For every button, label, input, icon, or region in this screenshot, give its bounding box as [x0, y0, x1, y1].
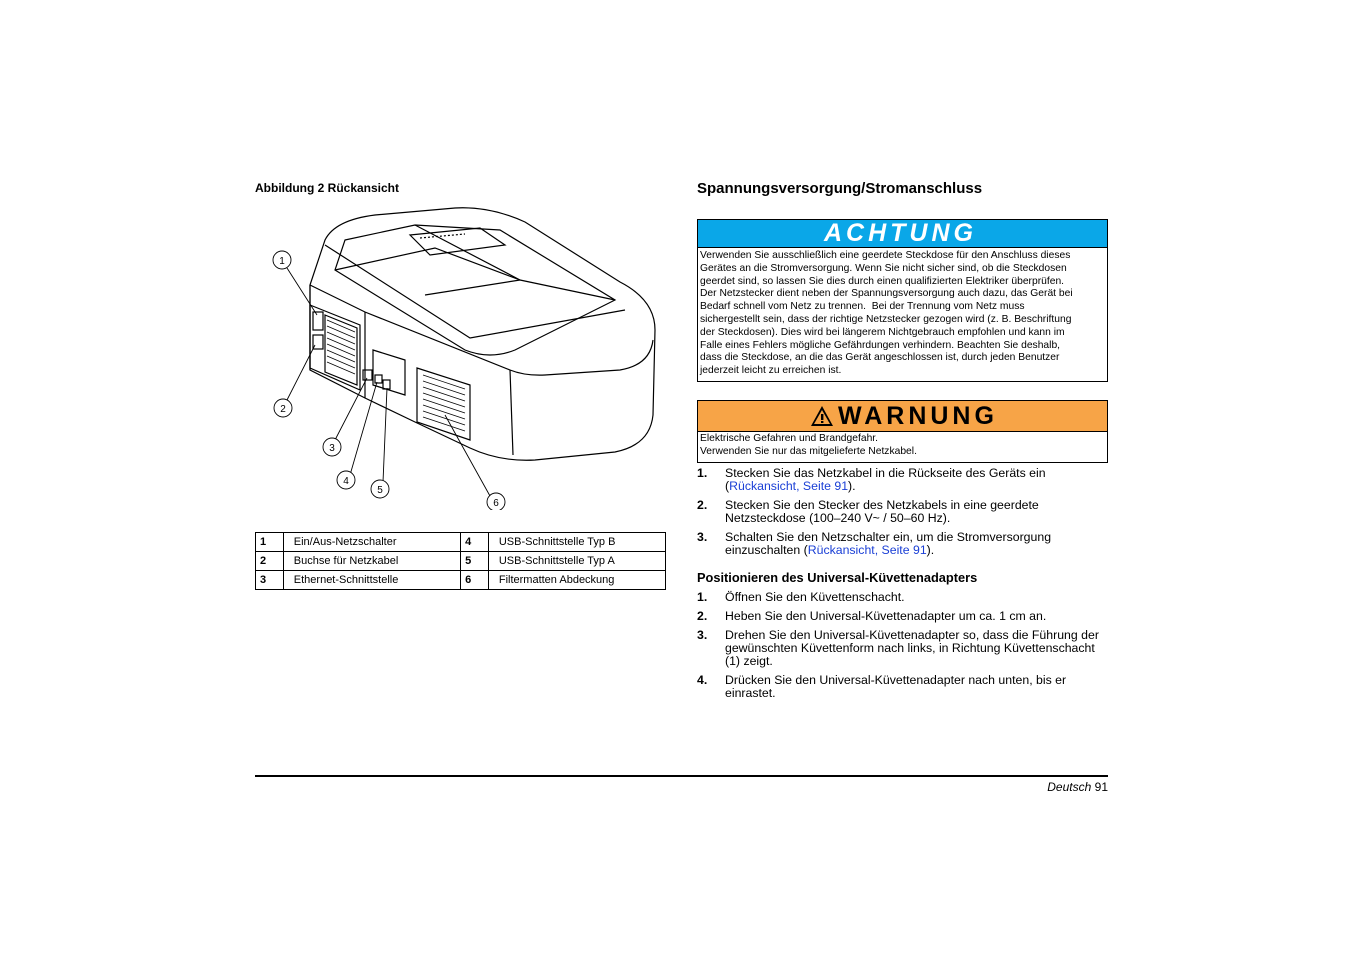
step-text: Öffnen Sie den Küvettenschacht. [725, 590, 905, 604]
warning-text [698, 432, 1107, 462]
caution-line: der Steckdosen). Dies wird bei längerem Nichtgebrauch empfohlen und kann im [700, 326, 1065, 338]
subsection-title: Positionieren des Universal-Küvettenadapters [697, 570, 978, 585]
list-item [697, 531, 1108, 557]
section-title: Spannungsversorgung/Stromanschluss [697, 180, 983, 197]
caution-line: Verwenden Sie ausschließlich eine geerdete Steckdose für den Anschluss dieses [700, 250, 1071, 261]
filter-cover [417, 368, 470, 440]
caution-line: Gerätes an die Stromversorgung. Wenn Sie nicht sicher sind, ob die Steckdosen [700, 262, 1067, 274]
step-number: 3. [697, 628, 708, 642]
link-rueckansicht[interactable]: Rückansicht, Seite 91 [729, 479, 849, 493]
callout-6-label: 6 [493, 498, 499, 509]
caution-line: sichergestellt sein, dass der richtige Netzstecker gezogen wird (z. B. Beschriftung [700, 313, 1072, 325]
step-text-part: ). [848, 479, 856, 493]
warning-box [697, 400, 1108, 463]
caution-line: Falle eines Fehlers mögliche Gefährdungen verhindern. Beachten Sie deshalb, [700, 339, 1061, 351]
warning-heading-bar [698, 401, 1107, 432]
usb-a-port [383, 380, 390, 389]
warning-triangle-icon [810, 405, 834, 427]
adapter-steps-list [697, 591, 1108, 706]
step-text: Drehen Sie den Universal-Küvettenadapter so, dass die Führung der gewünschten Küvettenform nach links, in Richtung Küvettenschacht (1) zeigt. [725, 628, 1099, 668]
step-text-part: Schalten Sie den Netzschalter ein, um die Stromversorgung einzuschalten ( [725, 530, 1052, 557]
device-lid [335, 225, 615, 355]
parts-legend-table [255, 532, 666, 590]
step-text-part: Stecken Sie das Netzkabel in die Rückseite des Geräts ein ( [725, 466, 1046, 493]
callout-4-label: 4 [343, 476, 349, 487]
table-cell: 2 [256, 552, 284, 571]
list-item [697, 674, 1108, 700]
step-text: Stecken Sie den Stecker des Netzkabels in eine geerdete Netzsteckdose (100–240 V~ / 50–60 Hz). [725, 498, 1039, 525]
footer-divider [255, 775, 1108, 777]
list-item [697, 610, 1108, 623]
table-row [256, 552, 666, 571]
list-item [697, 499, 1108, 525]
caution-line: jederzeit leicht zu erreichen ist. [700, 365, 842, 377]
warning-heading: WARNUNG [838, 401, 998, 430]
table-cell: USB-Schnittstelle Typ A [488, 552, 665, 571]
list-item [697, 591, 1108, 604]
footer-language: Deutsch [1047, 780, 1092, 794]
step-number: 1. [697, 466, 708, 480]
step-number: 2. [697, 609, 708, 623]
step-text-part: ). [926, 543, 935, 557]
caution-box [697, 219, 1108, 382]
list-item [697, 629, 1108, 668]
device-body [310, 208, 655, 460]
step-text: Heben Sie den Universal-Küvettenadapter um ca. 1 cm an. [725, 609, 1047, 623]
device-rear-view-illustration [265, 200, 665, 510]
step-text: Drücken Sie den Universal-Küvettenadapter nach unten, bis er einrastet. [725, 673, 1067, 700]
callout-1-label: 1 [279, 256, 285, 267]
table-cell: 4 [461, 533, 489, 552]
step-number: 2. [697, 498, 708, 512]
caution-text [698, 248, 1107, 381]
table-cell: USB-Schnittstelle Typ B [488, 533, 665, 552]
step-text [725, 531, 1108, 557]
caution-line: Der Netzstecker dient neben der Spannungsversorgung auch dazu, das Gerät bei [700, 288, 1073, 300]
table-row [256, 533, 666, 552]
callout-2-label: 2 [280, 404, 286, 415]
table-cell: Buchse für Netzkabel [283, 552, 460, 571]
callout-3-label: 3 [329, 443, 335, 454]
ethernet-port [363, 370, 372, 380]
table-cell: Filtermatten Abdeckung [488, 571, 665, 590]
caution-line: dass die Steckdose, an die das Gerät angeschlossen ist, durch jeden Benutzer [700, 352, 1060, 364]
caution-heading: ACHTUNG [698, 220, 1107, 248]
link-rueckansicht[interactable]: Rückansicht, Seite 91 [807, 543, 927, 557]
warning-line: Elektrische Gefahren und Brandgefahr. [700, 433, 879, 444]
table-row [256, 571, 666, 590]
step-number: 1. [697, 590, 708, 604]
table-cell: Ein/Aus-Netzschalter [283, 533, 460, 552]
caution-line: geerdet sind, so lassen Sie dies durch einen qualifizierten Elektriker überprüfen. [700, 275, 1065, 287]
figure-caption: Abbildung 2 Rückansicht [255, 181, 400, 195]
step-text [725, 467, 1108, 493]
caution-line: Bedarf schnell vom Netz zu trennen. Bei der Trennung vom Netz muss [700, 301, 1025, 313]
table-cell: 6 [461, 571, 489, 590]
usb-b-port [375, 375, 382, 383]
step-number: 4. [697, 673, 708, 687]
page-number: 91 [1094, 780, 1108, 794]
power-steps-list [697, 467, 1108, 563]
table-cell: 5 [461, 552, 489, 571]
table-cell: 1 [256, 533, 284, 552]
warning-line: Verwenden Sie nur das mitgelieferte Netzkabel. [700, 445, 917, 457]
page-footer [1047, 780, 1108, 794]
list-item [697, 467, 1108, 493]
table-cell: 3 [256, 571, 284, 590]
table-cell: Ethernet-Schnittstelle [283, 571, 460, 590]
step-number: 3. [697, 530, 708, 544]
callout-5-label: 5 [377, 485, 383, 496]
